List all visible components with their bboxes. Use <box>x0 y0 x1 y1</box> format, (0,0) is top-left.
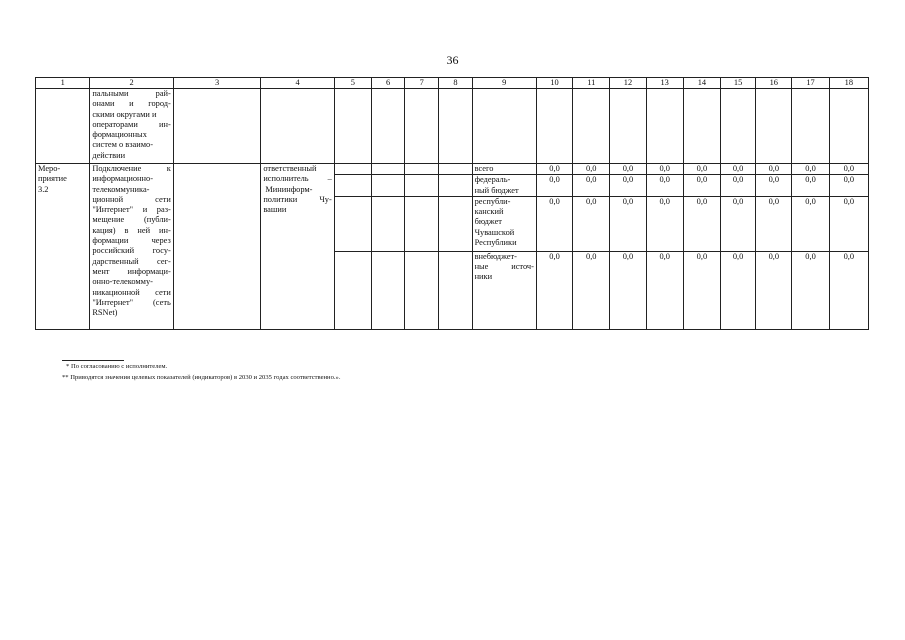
value-cell: 0,0 <box>792 251 829 329</box>
text-line: вашии <box>263 205 287 215</box>
table-cell <box>439 196 472 251</box>
value-cell: 0,0 <box>829 196 868 251</box>
funding-source <box>472 175 536 197</box>
table-cell <box>439 164 472 175</box>
column-number: 1 <box>36 78 90 89</box>
table-cell <box>721 89 756 164</box>
text-line: Республики <box>474 238 517 248</box>
value-cell: 0,0 <box>756 196 792 251</box>
footnote-divider <box>62 360 124 361</box>
table-cell <box>756 89 792 164</box>
value-cell: 0,0 <box>610 251 646 329</box>
table-cell <box>405 196 439 251</box>
table-cell <box>36 89 90 164</box>
table-cell <box>405 164 439 175</box>
table-cell <box>792 89 829 164</box>
text-line: мент информаци- <box>92 266 171 276</box>
value-cell: 0,0 <box>573 196 610 251</box>
text-line: российский госу- <box>92 246 171 256</box>
footnotes <box>62 362 340 383</box>
column-number: 16 <box>756 78 792 89</box>
value-cell: 0,0 <box>610 175 646 197</box>
continuation-row <box>36 89 869 164</box>
measure-description <box>90 164 174 330</box>
text-line: ные источ- <box>474 262 534 272</box>
text-line: "Интернет" и раз- <box>92 205 171 215</box>
column-number: 5 <box>334 78 371 89</box>
value-cell: 0,0 <box>792 164 829 175</box>
text-line: республи- <box>474 196 511 206</box>
column-number: 7 <box>405 78 439 89</box>
column-number: 11 <box>573 78 610 89</box>
text-line: бюджет <box>474 217 502 227</box>
text-line: RSNet) <box>92 308 118 318</box>
text-line: действии <box>92 150 126 160</box>
table-cell <box>173 89 261 164</box>
table-cell <box>536 89 572 164</box>
text-line: ционной сети <box>92 194 171 204</box>
column-number: 4 <box>261 78 334 89</box>
value-cell: 0,0 <box>573 164 610 175</box>
footnote-1: * По согласованию с исполнителем. <box>66 363 168 370</box>
value-cell: 0,0 <box>646 196 683 251</box>
value-cell: 0,0 <box>683 164 720 175</box>
table-cell <box>646 89 683 164</box>
text-line: скими округами и <box>92 109 157 119</box>
text-line: 3.2 <box>38 184 49 194</box>
column-number: 13 <box>646 78 683 89</box>
value-cell: 0,0 <box>756 175 792 197</box>
text-line: операторами ин- <box>92 119 171 129</box>
program-table <box>35 77 869 330</box>
table-cell <box>173 164 261 330</box>
text-line: Подключение к <box>92 164 171 173</box>
value-cell: 0,0 <box>792 196 829 251</box>
value-cell: 0,0 <box>721 164 756 175</box>
text-line: формации через <box>92 236 171 246</box>
text-line: "Интернет" (сеть <box>92 297 171 307</box>
value-cell: 0,0 <box>683 196 720 251</box>
text-line: информационно- <box>92 174 154 184</box>
column-number: 17 <box>792 78 829 89</box>
table-cell <box>610 89 646 164</box>
value-cell: 0,0 <box>646 164 683 175</box>
table-cell <box>334 89 371 164</box>
column-number: 6 <box>371 78 404 89</box>
table-cell <box>371 175 404 197</box>
text-line: исполнитель – <box>263 174 332 184</box>
text-line: приятие <box>38 174 67 184</box>
table-cell <box>829 89 868 164</box>
text-line: кация) в ней ин- <box>92 225 171 235</box>
table-cell <box>573 89 610 164</box>
measure-executor <box>261 164 334 330</box>
column-number: 2 <box>90 78 174 89</box>
table-cell <box>334 164 371 175</box>
table-cell <box>371 251 404 329</box>
column-number: 8 <box>439 78 472 89</box>
value-cell: 0,0 <box>792 175 829 197</box>
text-line: систем о взаимо- <box>92 140 154 150</box>
column-number: 15 <box>721 78 756 89</box>
table-cell <box>334 196 371 251</box>
value-cell: 0,0 <box>536 164 572 175</box>
value-cell: 0,0 <box>573 251 610 329</box>
column-number: 10 <box>536 78 572 89</box>
column-number: 12 <box>610 78 646 89</box>
value-cell: 0,0 <box>683 175 720 197</box>
text-line: ответственный <box>263 164 317 173</box>
value-cell: 0,0 <box>721 175 756 197</box>
value-cell: 0,0 <box>756 251 792 329</box>
footnote-2: ** Приводятся значения целевых показателей (индикаторов) в 2030 и 2035 годах соответственно.». <box>62 373 341 381</box>
table-cell <box>405 89 439 164</box>
text-line: формационных <box>92 130 147 140</box>
table-cell <box>371 196 404 251</box>
text-line: никационной сети <box>92 287 171 297</box>
value-cell: 0,0 <box>829 164 868 175</box>
continuation-text <box>90 89 174 164</box>
text-line: пальными рай- <box>92 89 171 98</box>
text-line: ники <box>474 272 493 282</box>
table-cell <box>371 89 404 164</box>
value-cell: 0,0 <box>829 251 868 329</box>
value-cell: 0,0 <box>721 196 756 251</box>
value-cell: 0,0 <box>536 251 572 329</box>
table-cell <box>439 89 472 164</box>
text-line: телекоммуника- <box>92 184 150 194</box>
text-line: Меро- <box>38 164 61 173</box>
value-cell: 0,0 <box>829 175 868 197</box>
value-cell: 0,0 <box>646 175 683 197</box>
value-cell: 0,0 <box>646 251 683 329</box>
table-cell <box>683 89 720 164</box>
value-cell: 0,0 <box>756 164 792 175</box>
table-cell <box>405 251 439 329</box>
column-number: 14 <box>683 78 720 89</box>
funding-source <box>472 164 536 175</box>
value-cell: 0,0 <box>536 196 572 251</box>
table-cell <box>439 251 472 329</box>
table-cell <box>371 164 404 175</box>
value-cell: 0,0 <box>610 164 646 175</box>
page-number: 36 <box>446 53 459 67</box>
column-number: 9 <box>472 78 536 89</box>
column-number: 18 <box>829 78 868 89</box>
text-line: дарственный сег- <box>92 256 171 266</box>
table-cell <box>472 89 536 164</box>
value-cell: 0,0 <box>721 251 756 329</box>
funding-source <box>472 196 536 251</box>
table-cell <box>439 175 472 197</box>
table-cell <box>334 251 371 329</box>
funding-source <box>472 251 536 329</box>
text-line: Мининформ- <box>265 184 313 194</box>
funding-row-total <box>36 164 869 175</box>
text-line: канский <box>474 207 504 217</box>
text-line: всего <box>474 164 494 173</box>
text-line: Чувашской <box>474 227 515 237</box>
value-cell: 0,0 <box>610 196 646 251</box>
text-line: политики Чу- <box>263 194 332 204</box>
table-cell <box>261 89 334 164</box>
table-cell <box>334 175 371 197</box>
value-cell: 0,0 <box>683 251 720 329</box>
value-cell: 0,0 <box>573 175 610 197</box>
text-line: онами и город- <box>92 99 171 109</box>
column-number: 3 <box>173 78 261 89</box>
table-cell <box>405 175 439 197</box>
text-line: ный бюджет <box>474 185 519 195</box>
text-line: онно-телекомму- <box>92 277 153 287</box>
column-number-row <box>36 78 869 89</box>
value-cell: 0,0 <box>536 175 572 197</box>
text-line: федераль- <box>474 175 511 185</box>
text-line: мещение (публи- <box>92 215 171 225</box>
measure-name <box>36 164 90 330</box>
text-line: внебюджет- <box>474 251 517 261</box>
